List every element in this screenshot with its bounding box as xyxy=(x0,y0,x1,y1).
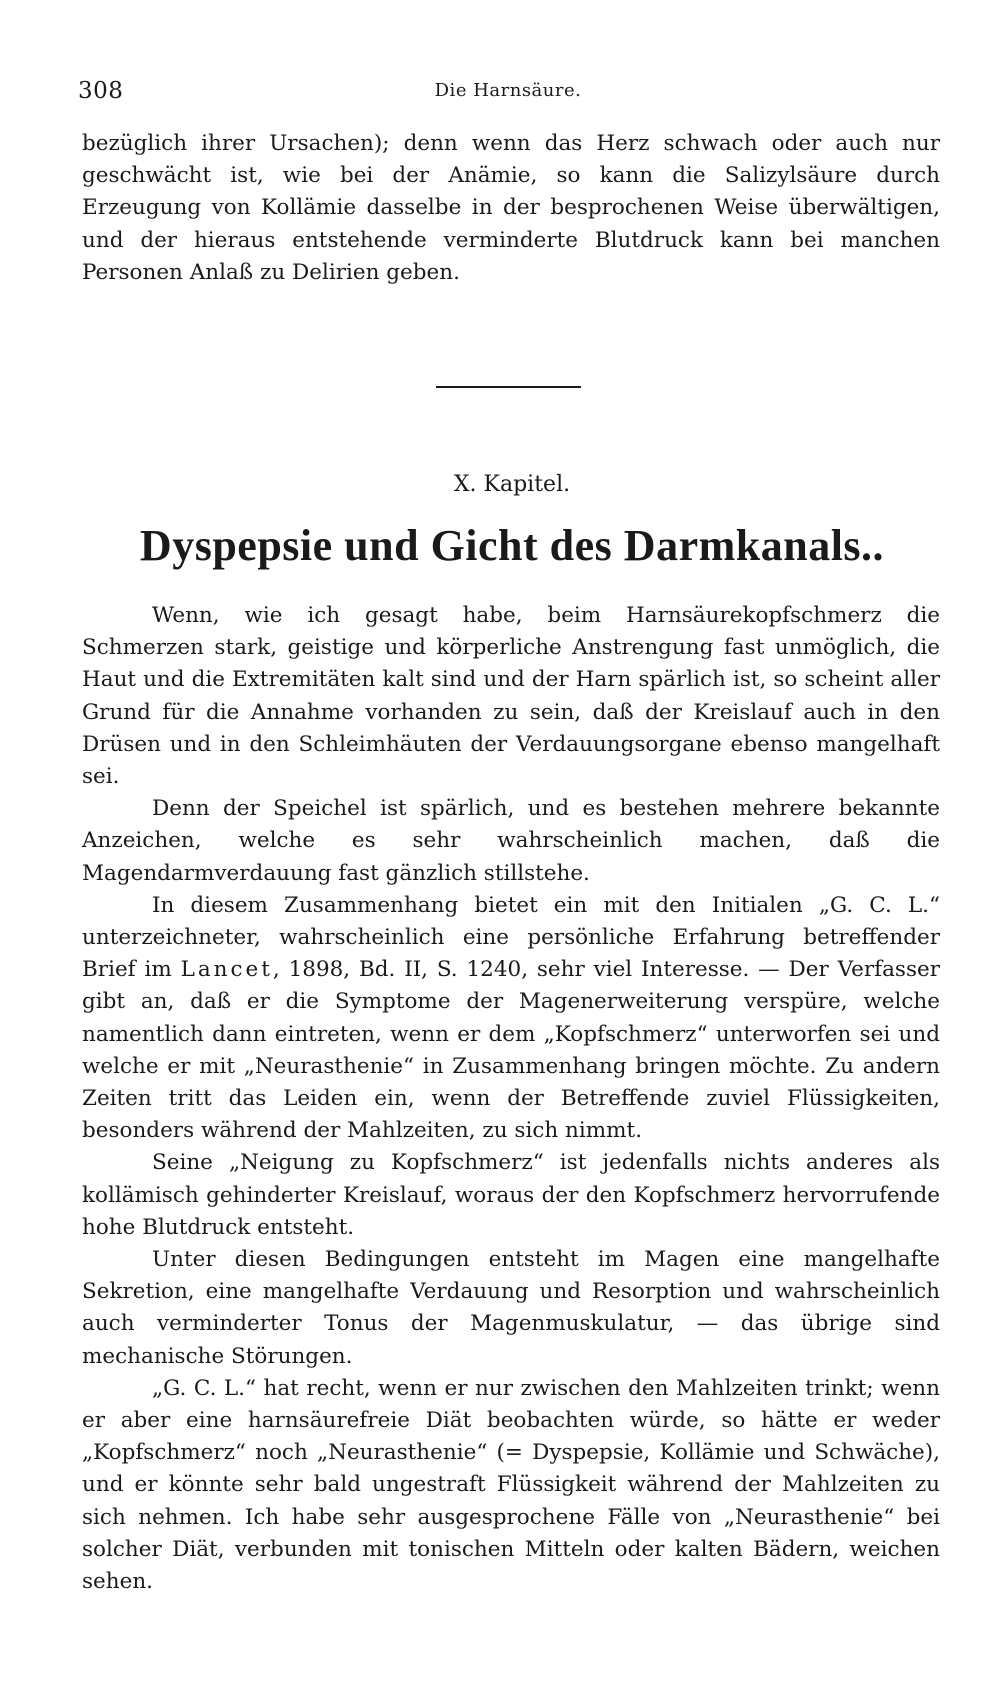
paragraph-4: Seine „Neigung zu Kopfschmerz“ ist jedenfalls nichts anderes als kollämisch gehinderter Kreislauf, woraus der den Kopfschmerz hervorrufende hohe Blutdruck entsteht. xyxy=(82,1150,940,1240)
paragraph-5: Unter diesen Bedingungen entsteht im Magen eine mangelhafte Sekretion, eine mangelhafte Verdauung und Resorption und wahrscheinlich auch verminderter Tonus der Magenmuskulatur, — das übrige sind mechanische Störungen. xyxy=(82,1247,940,1369)
carryover-paragraph: bezüglich ihrer Ursachen); denn wenn das Herz schwach oder auch nur geschwächt ist, wie bei der Anämie, so kann die Salizylsäure durch Erzeugung von Kollämie dasselbe in der besprochenen Weise überwältigen, und der hieraus entstehende verminderte Blutdruck kann bei manchen Personen Anlaß zu Delirien geben. xyxy=(82,131,940,285)
paragraph-3 xyxy=(82,890,940,1148)
running-title: Die Harnsäure. xyxy=(434,80,582,101)
chapter-body xyxy=(82,600,940,1598)
page-header xyxy=(78,78,938,108)
paragraph-2: Denn der Speichel ist spärlich, und es bestehen mehrere bekannte Anzeichen, welche es sehr wahrscheinlich machen, daß die Magendarmverdauung fast gänzlich stillstehe. xyxy=(82,796,940,886)
paragraph-1: Wenn, wie ich gesagt habe, beim Harnsäurekopfschmerz die Schmerzen stark, geistige und körperliche Anstrengung fast unmöglich, die Haut und die Extremitäten kalt sind und der Harn spärlich ist, so scheint aller Grund für die Annahme vorhanden zu sein, daß der Kreislauf auch in den Drüsen und in den Schleimhäuten der Verdauungsorgane ebenso mangelhaft sei. xyxy=(82,603,940,790)
section-divider xyxy=(436,386,581,388)
paragraph-3-end: , 1898, Bd. II, S. 1240, sehr viel Interesse. — Der Verfasser gibt an, daß er die Symptome der Magenerweiterung verspüre, welche namentlich dann eintreten, wenn er dem „Kopfschmerz“ unterworfen sei und welche er mit „Neurasthenie“ in Zusammenhang bringen möchte. Zu andern Zeiten tritt das Leiden ein, wenn der Betreffende zuviel Flüssigkeiten, besonders während der Mahlzeiten, zu sich nimmt. xyxy=(82,957,940,1144)
paragraph-3-start: In diesem Zusammenhang bietet ein mit den Initialen „G. C. L.“ unterzeichneter, wahrscheinlich eine persönliche Erfahrung betreffender Brief im xyxy=(82,892,940,983)
page-number: 308 xyxy=(78,78,124,104)
journal-name: Lancet xyxy=(180,957,273,983)
chapter-title: Dyspepsie und Gicht des Darmkanals.. xyxy=(139,521,885,570)
chapter-number: X. Kapitel. xyxy=(453,472,571,497)
paragraph-6: „G. C. L.“ hat recht, wenn er nur zwischen den Mahlzeiten trinkt; wenn er aber eine harnsäurefreie Diät beobachten würde, so hätte er weder „Kopfschmerz“ noch „Neurasthenie“ (= Dyspepsie, Kollämie und Schwäche), und er könnte sehr bald ungestraft Flüssigkeit während der Mahlzeiten zu sich nehmen. Ich habe sehr ausgesprochene Fälle von „Neurasthenie“ bei solcher Diät, verbunden mit tonischen Mitteln oder kalten Bädern, weichen sehen. xyxy=(82,1375,940,1595)
carryover-text xyxy=(82,128,940,289)
